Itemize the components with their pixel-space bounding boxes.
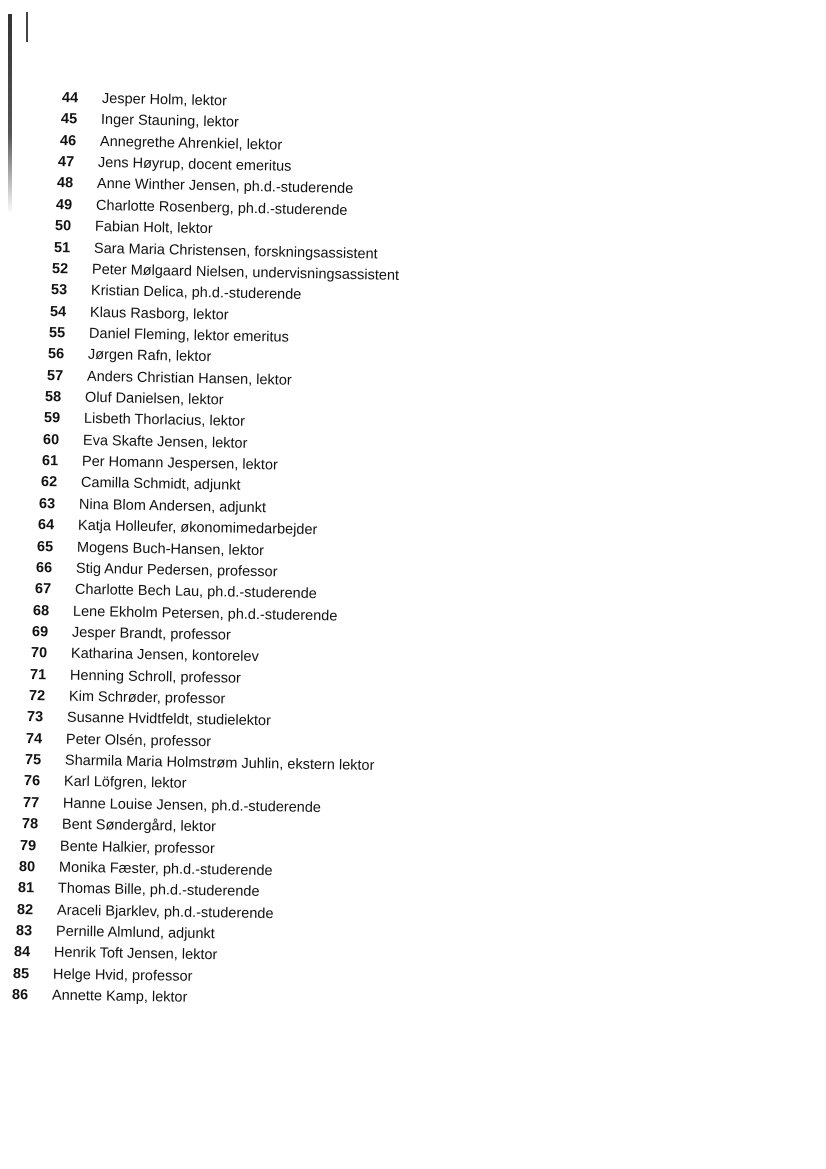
entry-number: 70 (30, 645, 48, 662)
list-item (15, 921, 214, 944)
entry-name: Daniel Fleming, lektor emeritus (88, 325, 289, 346)
list-item (61, 109, 239, 133)
list-item (46, 366, 291, 391)
entry-number: 84 (14, 944, 31, 961)
entry-number: 51 (53, 239, 70, 256)
list-item (59, 131, 282, 156)
entry-number: 49 (55, 196, 73, 214)
list-item (45, 387, 224, 410)
list-item (17, 900, 274, 924)
entry-name: Annette Kamp, lektor (51, 987, 188, 1006)
list-item (38, 515, 318, 540)
entry-number: 60 (42, 431, 60, 449)
entry-name: Annegrethe Ahrenkiel, lektor (99, 133, 282, 154)
entry-number: 76 (23, 773, 41, 790)
entry-name: Sara Maria Christensen, forskningsassistent (93, 240, 378, 262)
list-item (48, 344, 212, 367)
entry-number: 54 (49, 303, 67, 320)
list-item (28, 686, 225, 709)
entry-name: Helge Hvid, professor (53, 966, 193, 985)
list-item (18, 878, 260, 902)
list-item (27, 707, 271, 731)
entry-number: 47 (58, 154, 75, 171)
entry-number: 79 (20, 837, 37, 854)
entry-name: Fabian Holt, lektor (94, 218, 213, 238)
list-item (26, 729, 211, 752)
entry-name: Lene Ekholm Petersen, ph.d.-studerende (73, 603, 338, 625)
entry-name: Camilla Schmidt, adjunkt (80, 475, 241, 495)
entry-number: 50 (54, 218, 72, 235)
entry-name: Jesper Brandt, professor (72, 624, 232, 644)
entry-number: 68 (33, 602, 50, 619)
entry-name: Kristian Delica, ph.d.-studerende (91, 282, 302, 304)
list-item (14, 942, 218, 965)
entry-name: Anne Winther Jensen, ph.d.-studerende (97, 176, 354, 198)
entry-number: 45 (60, 111, 78, 128)
entry-number: 74 (26, 730, 43, 747)
entry-number: 66 (35, 559, 53, 577)
list-item (13, 964, 193, 987)
entry-name: Jørgen Rafn, lektor (87, 347, 212, 366)
entry-name: Bente Halkier, professor (60, 838, 216, 857)
entry-number: 75 (24, 752, 42, 769)
list-item (50, 302, 229, 326)
list-item (55, 216, 213, 239)
entry-name: Charlotte Rosenberg, ph.d.-studerende (95, 197, 348, 219)
entry-name: Kim Schrøder, professor (68, 688, 226, 708)
entry-name: Mogens Buch-Hansen, lektor (76, 539, 265, 559)
entry-number: 86 (11, 987, 29, 1004)
entry-name: Per Homann Jespersen, lektor (81, 453, 278, 474)
entry-number: 58 (45, 389, 62, 406)
list-item (40, 472, 240, 496)
list-item (19, 857, 273, 881)
entry-number: 44 (61, 90, 79, 107)
entry-name: Henrik Toft Jensen, lektor (54, 944, 218, 964)
list-item (44, 408, 245, 432)
entry-name: Katja Holleufer, økonomimedarbejder (78, 517, 318, 539)
entry-number: 46 (59, 132, 76, 150)
entry-name: Lisbeth Thorlacius, lektor (83, 411, 246, 431)
entry-name: Stig Andur Pedersen, professor (75, 560, 278, 581)
list-item (30, 665, 241, 689)
entry-number: 71 (29, 666, 47, 683)
entry-number: 52 (52, 260, 69, 278)
entry-number: 63 (39, 495, 56, 513)
entry-number: 69 (32, 623, 49, 641)
entry-name: Susanne Hvidtfeldt, studielektor (67, 710, 272, 730)
entry-name: Charlotte Bech Lau, ph.d.-studerende (74, 581, 317, 603)
entry-name: Peter Mølgaard Nielsen, undervisningsassistent (92, 261, 400, 284)
entry-name: Inger Stauning, lektor (100, 112, 239, 132)
list-item (12, 985, 188, 1008)
list-item (32, 622, 231, 646)
entry-name: Pernille Almlund, adjunkt (55, 923, 215, 943)
entry-name: Monika Fæster, ph.d.-studerende (59, 859, 273, 880)
entry-number: 81 (17, 880, 35, 897)
entry-name: Nina Blom Andersen, adjunkt (79, 496, 267, 516)
list-item (20, 836, 215, 859)
entry-name: Jesper Holm, lektor (101, 90, 228, 110)
entry-name: Sharmila Maria Holmstrøm Juhlin, ekstern lektor (64, 752, 375, 775)
entry-number: 85 (13, 965, 30, 982)
entry-name: Bent Søndergård, lektor (61, 816, 216, 836)
entry-number: 57 (46, 367, 63, 384)
list-item (37, 537, 264, 561)
entry-number: 59 (43, 410, 61, 427)
list-item (39, 494, 266, 518)
entry-number: 56 (47, 346, 64, 363)
entry-name: Hanne Louise Jensen, ph.d.-studerende (62, 795, 321, 816)
entry-number: 80 (19, 858, 36, 876)
entry-name: Anders Christian Hansen, lektor (86, 368, 292, 389)
list-item (24, 771, 187, 794)
entry-number: 83 (15, 922, 32, 940)
entry-name: Eva Skafte Jensen, lektor (82, 432, 248, 452)
entry-number: 73 (27, 709, 44, 726)
entry-name: Jens Høyrup, docent emeritus (98, 154, 292, 175)
entry-number: 48 (57, 175, 74, 192)
entry-number: 77 (22, 794, 39, 812)
entry-name: Peter Olsén, professor (66, 731, 212, 750)
entry-name: Thomas Bille, ph.d.-studerende (57, 880, 260, 901)
list-item (21, 814, 215, 837)
entry-number: 64 (38, 517, 55, 534)
entry-number: 82 (16, 901, 34, 918)
entry-name: Henning Schroll, professor (69, 667, 241, 687)
list-item (36, 558, 278, 582)
entry-number: 62 (40, 474, 57, 491)
entry-name: Katharina Jensen, kontorelev (70, 645, 259, 666)
entry-number: 55 (48, 324, 66, 342)
list-item (31, 643, 259, 667)
entry-number: 65 (36, 538, 54, 555)
list-item (51, 280, 302, 305)
entry-number: 67 (34, 581, 51, 598)
entry-number: 72 (28, 688, 45, 705)
entry-name: Oluf Danielsen, lektor (85, 389, 225, 409)
entry-number: 78 (21, 816, 38, 833)
list-item (43, 430, 248, 454)
entry-name: Karl Löfgren, lektor (63, 774, 187, 793)
entry-name: Araceli Bjarklev, ph.d.-studerende (56, 902, 274, 922)
entry-number: 53 (51, 282, 68, 299)
entry-number: 61 (41, 453, 59, 470)
list-item (62, 88, 227, 111)
list-item (34, 579, 316, 604)
entry-name: Klaus Rasborg, lektor (89, 304, 229, 324)
